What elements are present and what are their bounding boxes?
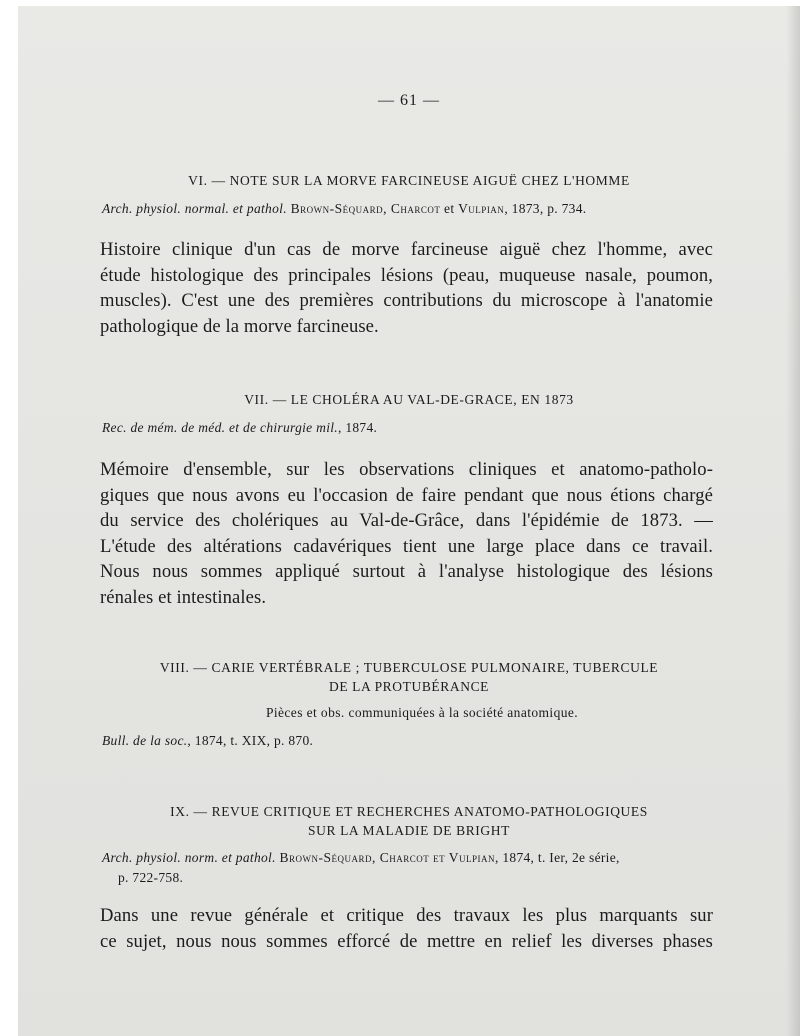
citation-reference: , 1874. (337, 420, 378, 435)
citation-reference: , 1874, t. Ier, 2e série, (495, 850, 620, 865)
document-page (18, 6, 800, 1036)
citation-reference: , 1873, p. 734. (504, 201, 587, 216)
section-heading-line: VIII. — CARIE VERTÉBRALE ; TUBERCULOSE PULMONAIRE, TUBERCULE (159, 660, 659, 675)
section-paragraph (100, 903, 713, 954)
citation (102, 199, 800, 219)
section-heading (18, 658, 800, 696)
citation (102, 848, 714, 888)
paragraph-line: L'étude des altérations cadavériques tient une large place dans ce travail. (100, 535, 713, 557)
citation-authors: Brown-Séquard, Charcot et Vulpian (279, 850, 495, 865)
section-ix (18, 802, 800, 954)
section-heading-line: DE LA PROTUBÉRANCE (328, 679, 490, 694)
paragraph-line: Dans une revue générale et critique des travaux les plus marquants sur (100, 905, 713, 926)
section-viii (18, 658, 800, 751)
paragraph-line: ce sujet, nous nous sommes efforcé de mettre en relief les diverses phases (100, 930, 713, 952)
paragraph-line: étude histologique des principales lésions (peau, muqueuse nasale, poumon, (100, 264, 713, 286)
section-heading (18, 390, 800, 409)
paragraph-line: Nous nous sommes appliqué surtout à l'analyse histologique des lésions (100, 561, 713, 583)
section-heading (18, 171, 800, 190)
citation-reference: , 1874, t. XIX, p. 870. (187, 733, 314, 748)
section-vi (18, 171, 800, 339)
section-vii (18, 390, 800, 611)
section-paragraph (100, 457, 713, 611)
paragraph-line: Mémoire d'ensemble, sur les observations cliniques et anatomo-patholo- (100, 459, 713, 480)
section-heading-line: IX. — REVUE CRITIQUE ET RECHERCHES ANATOMO-PATHOLOGIQUES (170, 804, 648, 819)
citation (102, 731, 800, 751)
paragraph-line: rénales et intestinales. (100, 586, 267, 608)
paragraph-line: Histoire clinique d'un cas de morve farcineuse aiguë chez l'homme, avec (100, 239, 713, 260)
citation (102, 418, 800, 438)
section-heading-line: VI. — NOTE SUR LA MORVE FARCINEUSE AIGUË CHEZ L'HOMME (188, 173, 630, 188)
citation-conjunction: et (444, 201, 455, 216)
citation-authors-2: Vulpian (458, 201, 505, 216)
paragraph-line: giques que nous avons eu l'occasion de faire pendant que nous étions chargé (100, 484, 713, 506)
citation-authors: Brown-Séquard, Charcot (290, 201, 441, 216)
citation-journal: Rec. de mém. de méd. et de chirurgie mil. (102, 420, 338, 435)
citation-journal: Arch. physiol. norm. et pathol. (102, 850, 276, 865)
paragraph-line: pathologique de la morve farcineuse. (100, 315, 379, 337)
page-number: — 61 — (378, 92, 440, 109)
paragraph-line: du service des cholériques au Val-de-Grâce, dans l'épidémie de 1873. — (100, 510, 713, 532)
paragraph-line: muscles). C'est une des premières contributions du microscope à l'anatomie (100, 290, 713, 312)
citation-journal: Arch. physiol. normal. et pathol. (102, 201, 287, 216)
section-heading-line: SUR LA MALADIE DE BRIGHT (308, 823, 510, 838)
section-paragraph (100, 237, 713, 339)
section-note: Pièces et obs. communiquées à la société anatomique. (265, 705, 579, 720)
section-heading-line: VII. — LE CHOLÉRA AU VAL-DE-GRACE, EN 1873 (244, 392, 574, 407)
section-heading (18, 802, 800, 840)
citation-journal: Bull. de la soc. (102, 733, 188, 748)
citation-reference-continued: p. 722-758. (118, 870, 184, 885)
